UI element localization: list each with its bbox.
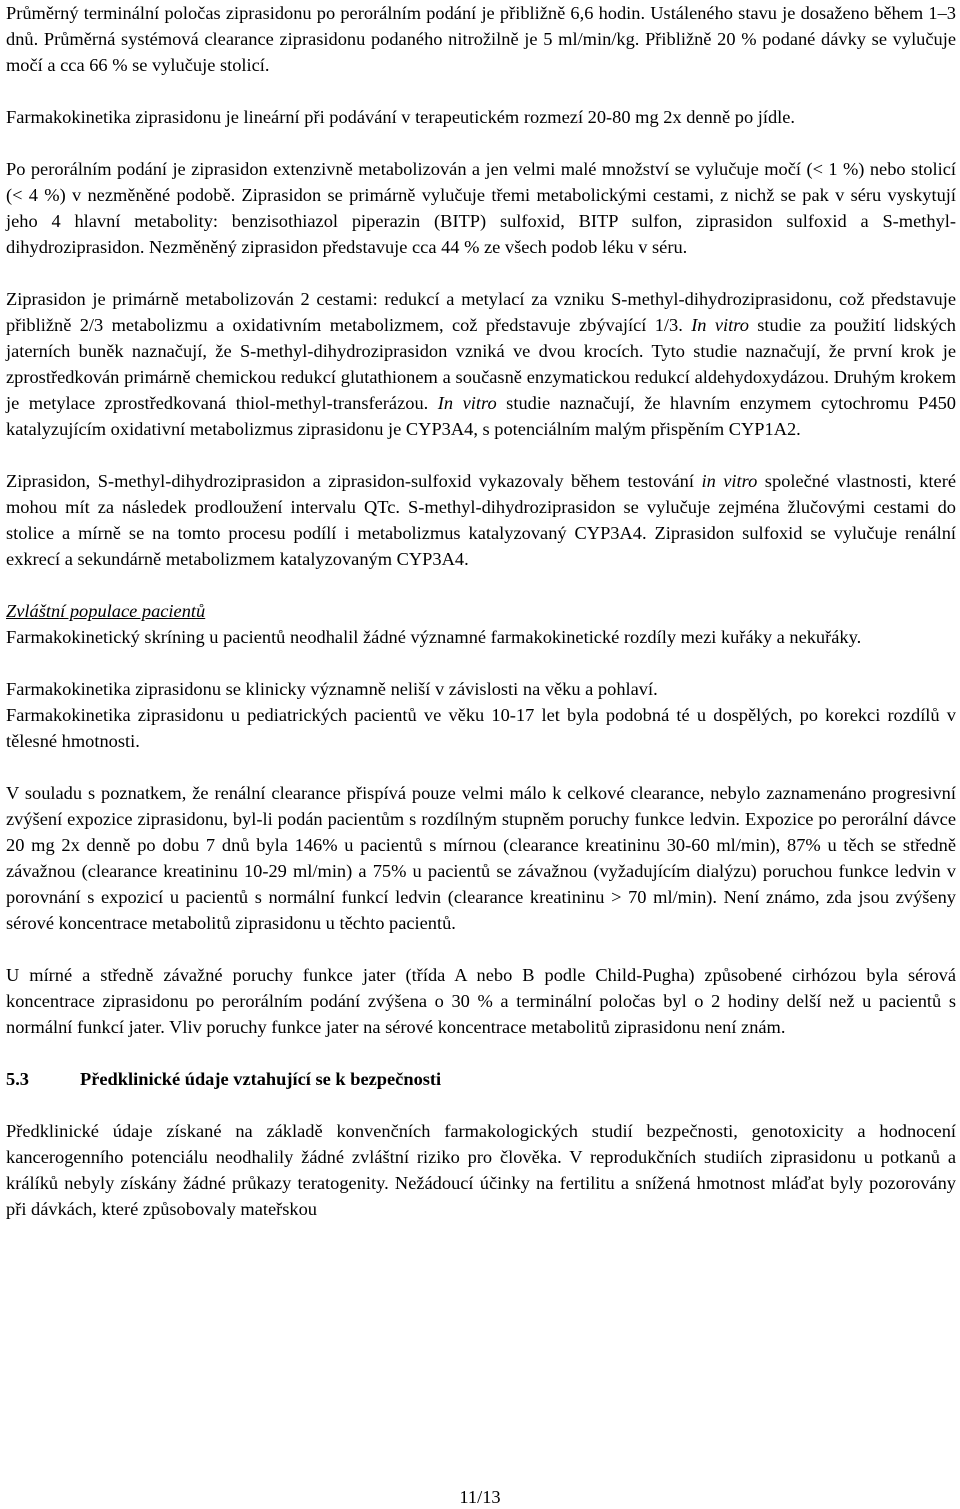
italic-in-vitro: In vitro: [691, 315, 749, 335]
paragraph-age-sex: Farmakokinetika ziprasidonu se klinicky významně neliší v závislosti na věku a pohlaví.: [6, 679, 658, 699]
text-segment: Ziprasidon, S-methyl-dihydroziprasidon a ziprasidon-sulfoxid vykazovaly během testování: [6, 471, 702, 491]
text-segment: Ziprasidon je primárně metabolizován 2 cestami: redukcí a metylací za vzniku S-methyl-dihydroziprasidonu, což představuje přibližně 2/3 metabolizmu a oxidativním metabolizmem, což představuje zbývající 1/3.: [6, 289, 956, 335]
paragraph-pediatric: Farmakokinetika ziprasidonu u pediatrických pacientů ve věku 10-17 let byla podobná té u dospělých, po korekci rozdílů v tělesné hmotnosti.: [6, 705, 956, 751]
text-segment: společné vlastnosti, které mohou mít za následek prodloužení intervalu QTc. S-methyl-dihydroziprasidon se vylučuje zejména žlučovými cestami do stolice a mírně se na tomto procesu podílí i metabolizmus katalyzovaný CYP3A4. Ziprasidon sulfoxid se vylučuje renální exkrecí a sekundárně metabolizmem katalyzovaným CYP3A4.: [6, 471, 956, 569]
paragraph-qtc: [6, 468, 956, 572]
italic-in-vitro: in vitro: [701, 471, 758, 491]
italic-in-vitro: In vitro: [437, 393, 497, 413]
paragraph-smokers: Farmakokinetický skríning u pacientů neodhalil žádné významné farmakokinetické rozdíly mezi kuřáky a nekuřáky.: [6, 627, 862, 647]
page-number: 11/13: [459, 1487, 501, 1507]
section-title: Předklinické údaje vztahující se k bezpečnosti: [80, 1069, 442, 1089]
paragraph-linearity: Farmakokinetika ziprasidonu je lineární při podávání v terapeutickém rozmezí 20-80 mg 2x denně po jídle.: [6, 107, 796, 127]
paragraph-metabolism: Po perorálním podání je ziprasidon extenzivně metabolizován a jen velmi malé množství se vylučuje močí (< 1 %) nebo stolicí (< 4 %) v nezměněné podobě. Ziprasidon se primárně vylučuje třemi metabolickými cestami, z nichž se pak v séru vyskytují jeho 4 hlavní metabolity: benzisothiazol piperazin (BITP) sulfoxid, BITP sulfon, ziprasidon sulfoxid a S-methyl-dihydroziprasidon. Nezměněný ziprasidon představuje cca 44 % ze všech podob léku v séru.: [6, 159, 956, 257]
paragraph-half-life: Průměrný terminální poločas ziprasidonu po perorálním podání je přibližně 6,6 hodin. Ustáleného stavu je dosaženo během 1–3 dnů. Průměrná systémová clearance ziprasidonu podaného nitrožilně je 5 ml/min/kg. Přibližně 20 % podané dávky se vylučuje močí a cca 66 % se vylučuje stolicí.: [6, 3, 956, 75]
paragraph-metabolic-pathways: [6, 286, 956, 442]
paragraph-renal: V souladu s poznatkem, že renální clearance přispívá pouze velmi málo k celkové clearance, nebylo zaznamenáno progresivní zvýšení expozice ziprasidonu, byl-li podán pacientům s rozdílným stupněm poruchy funkce ledvin. Expozice po perorální dávce 20 mg 2x denně po dobu 7 dnů byla 146% u pacientů s mírnou (clearance kreatininu 30-60 ml/min), 87% u těch se středně závažnou (clearance kreatininu 10-29 ml/min) a 75% u pacientů se závažnou (vyžadujícím dialýzu) poruchou funkce ledvin v porovnání s expozicí u pacientů s normální funkcí ledvin (clearance kreatininu > 70 ml/min). Není známo, zda jsou zvýšeny sérové koncentrace metabolitů ziprasidonu u těchto pacientů.: [6, 783, 956, 933]
text-segment: studie za použití lidských jaterních buněk naznačují, že S-methyl-dihydroziprasidon vzniká ve dvou krocích. Tyto studie naznačují, že první krok je zprostředkován primárně chemickou redukcí glutathionem a současně enzymatickou redukcí aldehydoxydázou. Druhým krokem je metylace zprostředkovaná thiol-methyl-transferázou.: [6, 315, 957, 413]
section-heading: [6, 1066, 956, 1092]
text-segment: studie naznačují, že hlavním enzymem cytochromu P450 katalyzujícím oxidativní metabolizmus ziprasidonu je CYP3A4, s potenciálním malým přispěním CYP1A2.: [6, 393, 956, 439]
paragraph-hepatic: U mírné a středně závažné poruchy funkce jater (třída A nebo B podle Child-Pugha) způsobené cirhózou byla sérová koncentrace ziprasidonu po perorálním podání zvýšena o 30 % a terminální poločas byl o 2 hodiny delší než u pacientů s normální funkcí jater. Vliv poruchy funkce jater na sérové koncentrace metabolitů ziprasidonu není znám.: [6, 965, 956, 1037]
paragraph-preclinical: Předklinické údaje získané na základě konvenčních farmakologických studií bezpečnosti, genotoxicity a hodnocení kancerogenního potenciálu neodhalily žádné zvláštní riziko pro člověka. V reprodukčních studiích ziprasidonu u potkanů a králíků nebyly získány žádné průkazy teratogenity. Nežádoucí účinky na fertilitu a snížená hmotnost mláďat byly pozorovány při dávkách, které způsobovaly mateřskou: [6, 1121, 956, 1219]
section-number: 5.3: [6, 1069, 29, 1089]
subheading-special-populations: Zvláštní populace pacientů: [6, 601, 206, 621]
